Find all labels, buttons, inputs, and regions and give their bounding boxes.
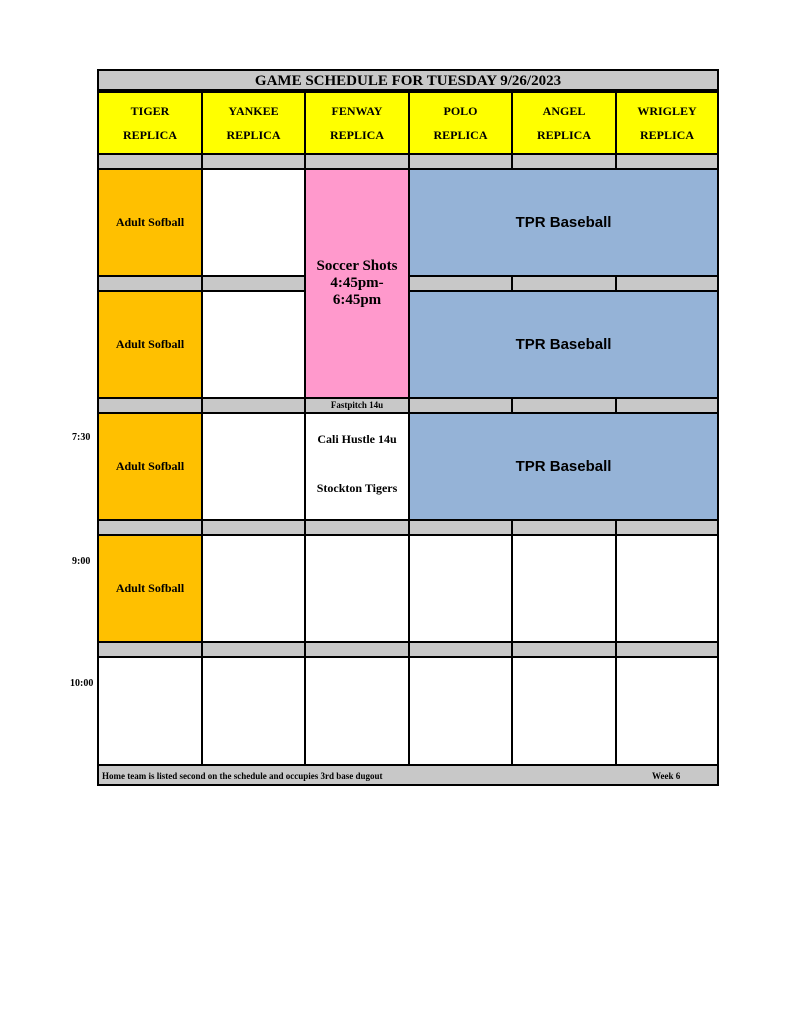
field-type: REPLICA <box>433 128 488 142</box>
fastpitch-label: Fastpitch 14u <box>304 397 410 414</box>
away-team: Cali Hustle 14u <box>317 432 397 446</box>
field-type: REPLICA <box>122 128 177 142</box>
week-label: Week 6 <box>652 771 681 781</box>
field-type: REPLICA <box>329 128 384 142</box>
field-name: FENWAY <box>331 104 383 118</box>
slot-empty <box>511 656 617 766</box>
footer-note: Home team is listed second on the schedule and occupies 3rd base dugout <box>102 771 383 781</box>
field-name: POLO <box>443 104 478 118</box>
slot-soccer-shots: Soccer Shots 4:45pm-6:45pm <box>304 168 410 399</box>
slot-empty <box>201 168 306 277</box>
field-header-wrigley <box>615 91 719 155</box>
slot-adult-softball: Adult Sofball <box>97 412 203 521</box>
slot-empty <box>304 534 410 643</box>
time-label: 10:00 <box>70 678 94 689</box>
slot-empty <box>304 656 410 766</box>
field-name: TIGER <box>130 104 170 118</box>
field-header-tiger <box>97 91 203 155</box>
slot-adult-softball: Adult Sofball <box>97 290 203 399</box>
slot-empty <box>408 534 513 643</box>
slot-tpr-baseball: TPR Baseball <box>408 412 719 521</box>
time-label: 9:00 <box>72 556 91 567</box>
slot-empty <box>201 534 306 643</box>
slot-empty <box>97 656 203 766</box>
field-name: ANGEL <box>542 104 586 118</box>
page-title: GAME SCHEDULE FOR TUESDAY 9/26/2023 <box>99 71 717 91</box>
slot-empty <box>408 656 513 766</box>
time-label: 7:30 <box>72 432 91 443</box>
field-header-yankee <box>201 91 306 155</box>
slot-adult-softball: Adult Sofball <box>97 168 203 277</box>
field-header-angel <box>511 91 617 155</box>
slot-empty <box>201 412 306 521</box>
slot-empty <box>615 534 719 643</box>
field-name: WRIGLEY <box>637 104 697 118</box>
field-type: REPLICA <box>536 128 591 142</box>
slot-tpr-baseball: TPR Baseball <box>408 168 719 277</box>
footer-bar <box>99 764 717 784</box>
slot-tpr-baseball: TPR Baseball <box>408 290 719 399</box>
slot-empty <box>201 656 306 766</box>
field-type: REPLICA <box>226 128 281 142</box>
slot-empty <box>615 656 719 766</box>
field-header-fenway <box>304 91 410 155</box>
slot-empty <box>201 290 306 399</box>
field-name: YANKEE <box>228 104 279 118</box>
home-team: Stockton Tigers <box>316 481 398 495</box>
slot-empty <box>511 534 617 643</box>
field-type: REPLICA <box>639 128 694 142</box>
slot-fastpitch-game <box>304 412 410 521</box>
slot-adult-softball: Adult Sofball <box>97 534 203 643</box>
field-header-polo <box>408 91 513 155</box>
